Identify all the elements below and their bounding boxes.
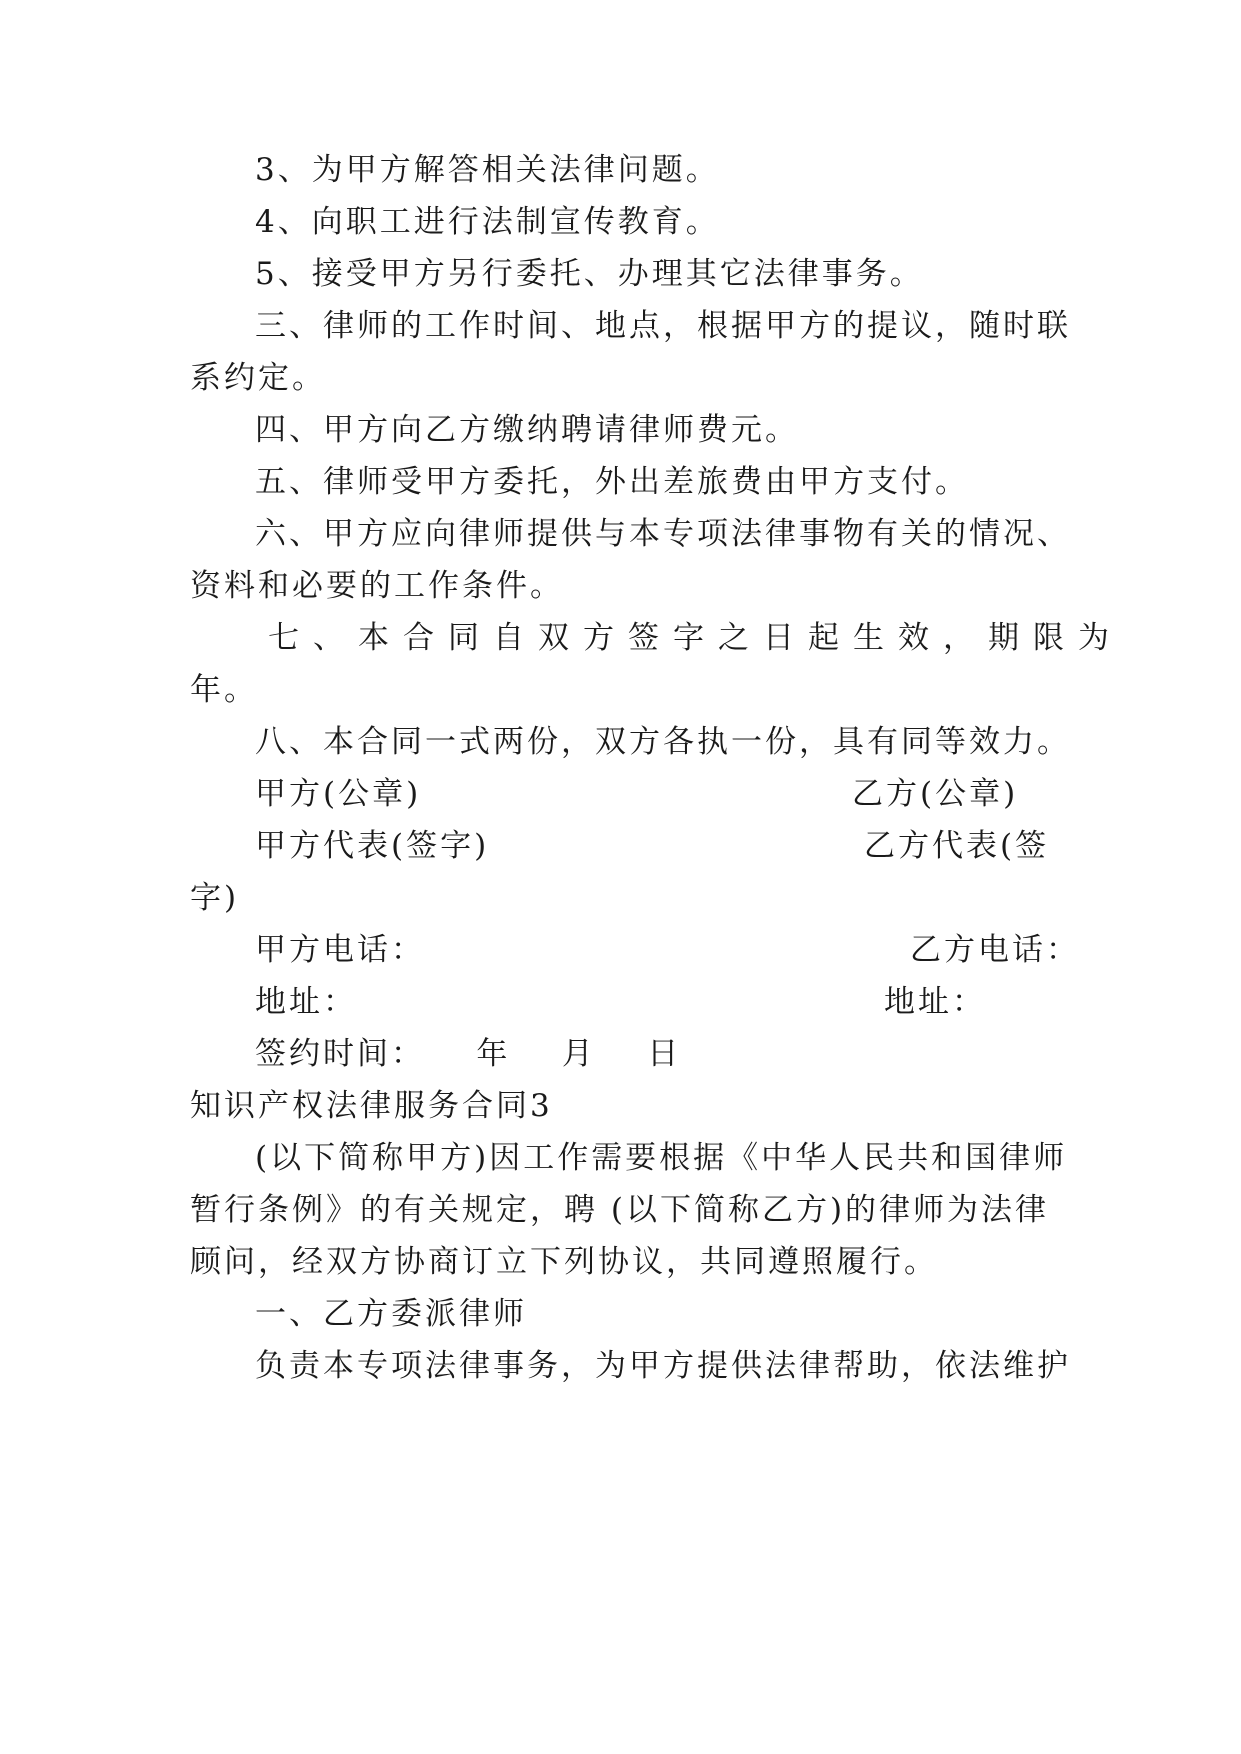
clause-6-line-1: 六、甲方应向律师提供与本专项法律事物有关的情况、 [255, 516, 1071, 552]
party-a-phone: 甲方电话： [255, 932, 425, 968]
clause-item-3: 3、为甲方解答相关法律问题。 [255, 152, 720, 188]
section-title: 知识产权法律服务合同3 [190, 1088, 553, 1124]
clause-6-line-2: 资料和必要的工作条件。 [190, 568, 564, 604]
intro-paragraph-line-2: 暂行条例》的有关规定，聘 (以下简称乙方)的律师为法律 [190, 1192, 1050, 1228]
signing-date: 签约时间： 年 月 日 [255, 1036, 682, 1072]
clause-1-body: 负责本专项法律事务，为甲方提供法律帮助，依法维护 [255, 1348, 1071, 1384]
clause-item-4: 4、向职工进行法制宣传教育。 [255, 204, 720, 240]
clause-8: 八、本合同一式两份，双方各执一份，具有同等效力。 [255, 724, 1071, 760]
clause-4: 四、甲方向乙方缴纳聘请律师费元。 [255, 412, 799, 448]
clause-1-heading: 一、乙方委派律师 [255, 1296, 527, 1332]
party-b-representative: 乙方代表(签 [864, 828, 1050, 864]
clause-item-5: 5、接受甲方另行委托、办理其它法律事务。 [255, 256, 924, 292]
clause-7-line-2: 年。 [190, 672, 258, 708]
party-a-seal: 甲方(公章) [255, 776, 422, 812]
clause-7-line-1: 七、本合同自双方签字之日起生效，期限为 [268, 620, 1123, 656]
party-a-address: 地址： [255, 984, 357, 1020]
party-b-seal: 乙方(公章) [852, 776, 1019, 812]
intro-paragraph-line-1: (以下简称甲方)因工作需要根据《中华人民共和国律师 [255, 1140, 1068, 1176]
party-b-phone: 乙方电话： [910, 932, 1080, 968]
clause-3-line-1: 三、律师的工作时间、地点，根据甲方的提议，随时联 [255, 308, 1071, 344]
clause-5: 五、律师受甲方委托，外出差旅费由甲方支付。 [255, 464, 969, 500]
party-b-address: 地址： [884, 984, 986, 1020]
intro-paragraph-line-3: 顾问，经双方协商订立下列协议，共同遵照履行。 [190, 1244, 938, 1280]
clause-3-line-2: 系约定。 [190, 360, 326, 396]
party-b-representative-cont: 字) [190, 880, 240, 916]
party-a-representative: 甲方代表(签字) [255, 828, 490, 864]
